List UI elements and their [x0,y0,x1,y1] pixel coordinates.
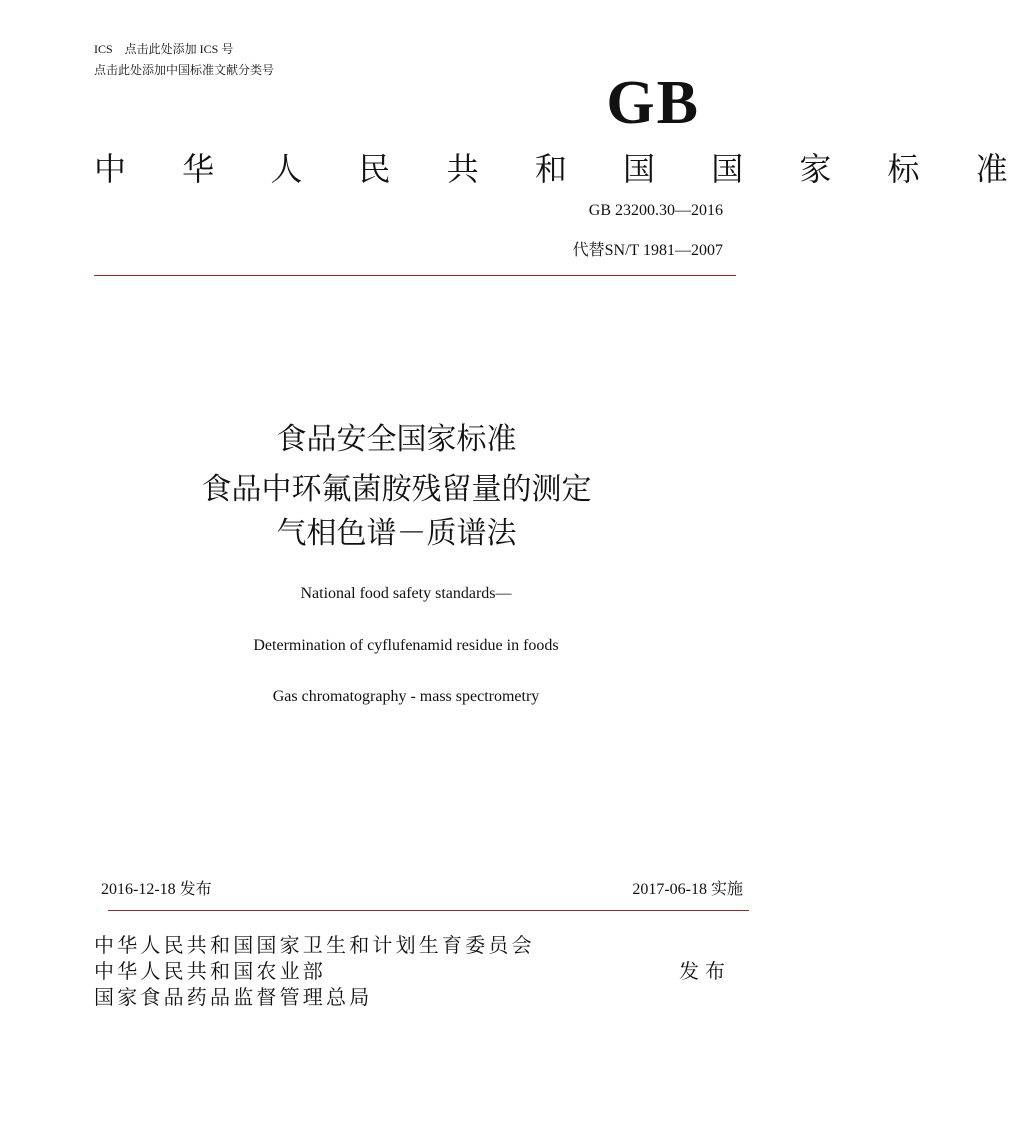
publisher-line-1: 中华人民共和国国家卫生和计划生育委员会 [94,933,535,957]
top-divider [94,275,736,276]
standard-type-heading: 中 华 人 民 共 和 国 国 家 标 准 [94,150,1031,188]
title-cn-line-2: 食品中环氟菌胺残留量的测定 [201,472,592,507]
title-en-line-2: Determination of cyflufenamid residue in foods [253,637,559,654]
standard-number: GB 23200.30—2016 [588,202,723,219]
title-en-line-1: National food safety standards— [300,585,512,602]
publish-label: 发布 [679,959,731,983]
title-cn-line-1: 食品安全国家标准 [276,422,517,457]
issue-date: 2016-12-18 发布 [101,881,212,898]
gb-logo: GB [606,69,700,137]
title-cn-line-3: 气相色谱－质谱法 [276,516,517,551]
implementation-date: 2017-06-18 实施 [632,881,743,898]
bottom-divider [108,910,749,911]
classification-number-placeholder: 点击此处添加中国标准文献分类号 [94,63,275,77]
publisher-line-3: 国家食品药品监督管理总局 [94,985,373,1009]
title-en-line-3: Gas chromatography - mass spectrometry [272,688,540,705]
ics-number-placeholder: ICS 点击此处添加 ICS 号 [94,42,234,56]
publisher-line-2: 中华人民共和国农业部 [94,959,326,983]
replaces-standard: 代替SN/T 1981—2007 [572,242,723,259]
